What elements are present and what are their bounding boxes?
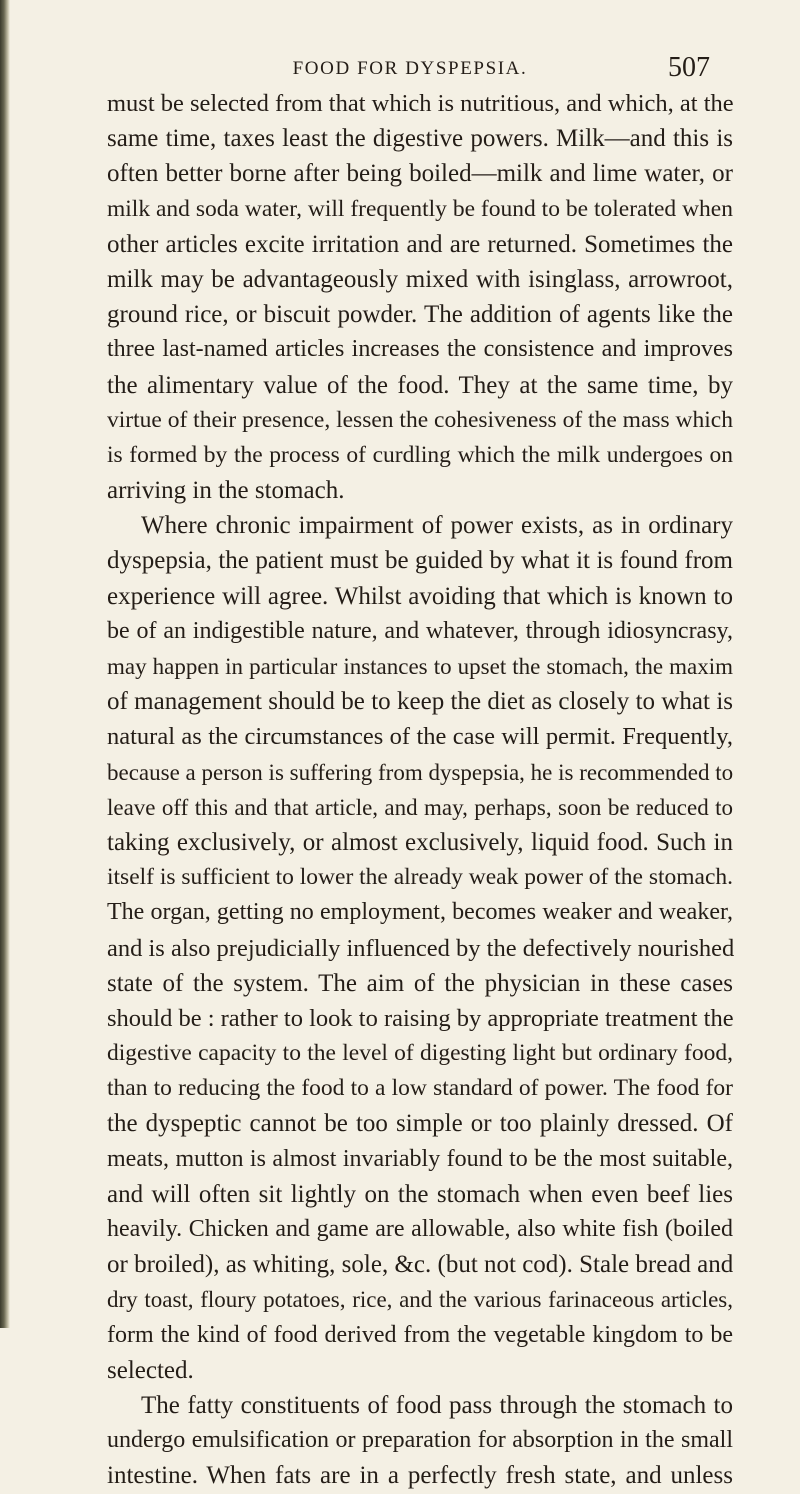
text-line: state of the system. The aim of the physician in these cases — [107, 969, 733, 997]
text-line: and will often sit lightly on the stomach when even beef lies — [107, 1180, 733, 1208]
text-line: milk and soda water, will frequently be found to be tolerated when — [107, 195, 733, 222]
text-line: The fatty constituents of food pass through the stomach to — [141, 1391, 733, 1419]
text-line: other articles excite irritation and are returned. Sometimes the — [107, 230, 733, 258]
text-line: must be selected from that which is nutritious, and which, at the — [107, 90, 734, 117]
text-line: dry toast, floury potatoes, rice, and the various farinaceous articles, — [107, 1287, 733, 1313]
running-title: FOOD FOR DYSPEPSIA. — [292, 58, 528, 79]
text-line: than to reducing the food to a low standard of power. The food for — [107, 1075, 733, 1102]
text-line: dyspepsia, the patient must be guided by what it is found from — [107, 547, 733, 575]
text-line: three last-named articles increases the consistence and improves — [107, 336, 733, 363]
text-line: meats, mutton is almost invariably found to be the most suitable, — [107, 1145, 733, 1172]
text-line: virtue of their presence, lessen the cohesiveness of the mass which — [107, 406, 733, 433]
text-line: form the kind of food derived from the vegetable kingdom to be — [107, 1321, 733, 1348]
text-line: may happen in particular instances to upset the stomach, the maxim — [107, 654, 733, 679]
text-line: heavily. Chicken and game are allowable, also white fish (boiled — [107, 1216, 733, 1242]
page-number: 507 — [668, 52, 710, 83]
text-line: taking exclusively, or almost exclusively, liquid food. Such in — [107, 828, 733, 856]
page-binding-edge — [0, 0, 10, 1328]
text-line: should be : rather to look to raising by appropriate treatment the — [107, 1004, 734, 1032]
running-head — [110, 52, 710, 86]
body-text — [107, 86, 733, 1494]
text-line: and is also prejudicially influenced by the defectively nourished — [107, 934, 735, 962]
text-line: selected. — [107, 1356, 194, 1384]
text-line: of management should be to keep the diet as closely to what is — [107, 688, 733, 716]
text-line: same time, taxes least the digestive powers. Milk—and this is — [107, 125, 733, 153]
text-line: the dyspeptic cannot be too simple or too plainly dressed. Of — [107, 1110, 733, 1138]
text-line: ground rice, or biscuit powder. The addition of agents like the — [107, 301, 733, 329]
text-line: undergo emulsification or preparation for absorption in the small — [107, 1427, 733, 1454]
text-line: often better borne after being boiled—milk and lime water, or — [107, 160, 733, 188]
text-line: milk may be advantageously mixed with isinglass, arrowroot, — [107, 265, 733, 293]
text-line: the alimentary value of the food. They at the same time, by — [107, 371, 733, 399]
text-line: intestine. When fats are in a perfectly fresh state, and unless — [107, 1462, 733, 1490]
text-line: Where chronic impairment of power exists, as in ordinary — [141, 512, 733, 540]
text-line: digestive capacity to the level of digesting light but ordinary food, — [107, 1040, 733, 1067]
text-line: The organ, getting no employment, becomes weaker and weaker, — [107, 899, 733, 926]
text-line: experience will agree. Whilst avoiding that which is known to — [107, 582, 733, 610]
text-line: is formed by the process of curdling which the milk undergoes on — [107, 441, 733, 468]
text-line: because a person is suffering from dyspepsia, he is recommended to — [107, 759, 734, 785]
text-line: or broiled), as whiting, sole, &c. (but not cod). Stale bread and — [107, 1251, 734, 1279]
text-line: be of an indigestible nature, and whatever, through idiosyncrasy, — [107, 617, 733, 644]
text-line: arriving in the stomach. — [107, 477, 345, 505]
text-line: itself is sufficient to lower the already weak power of the stomach. — [107, 864, 734, 891]
text-line: leave off this and that article, and may, perhaps, soon be reduced to — [107, 794, 733, 820]
text-line: natural as the circumstances of the case will permit. Frequently, — [107, 723, 733, 751]
